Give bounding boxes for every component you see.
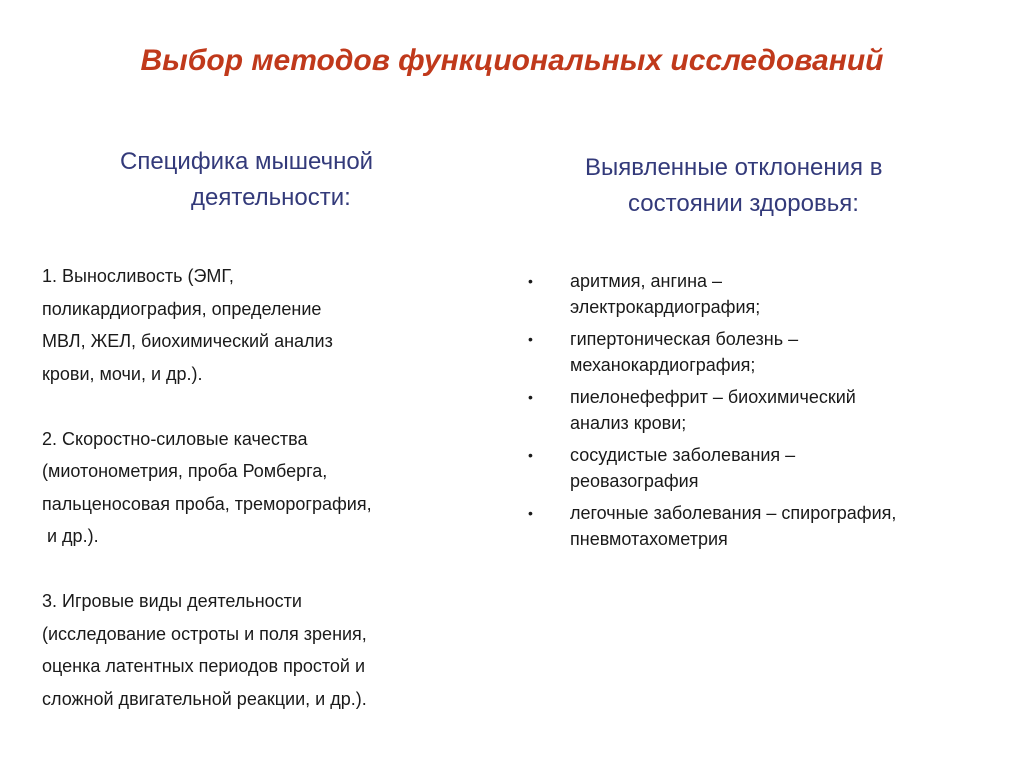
numbered-item-game-sports [42,585,372,715]
bullet-line: гипертоническая болезнь – [570,329,799,349]
item-line: 2. Скоростно-силовые качества [42,428,308,449]
bullet-icon: • [528,505,533,521]
bullet-line: реовазография [570,471,699,491]
bullet-icon: • [528,389,533,405]
numbered-list [42,260,372,715]
numbered-item-speed-strength [42,423,372,553]
bullet-icon: • [528,331,533,347]
item-line: (исследование остроты и поля зрения, [42,623,367,644]
left-heading-line-2: деятельности: [191,184,351,211]
bullet-line: электрокардиография; [570,297,761,317]
item-line: пальценосовая проба, треморография, [42,493,372,514]
item-line: поликардиография, определение [42,298,322,319]
bullet-item-pulmonary [528,500,896,552]
bullet-icon: • [528,273,533,289]
bullet-item-arrhythmia [528,268,896,320]
item-line: сложной двигательной реакции, и др.). [42,688,367,709]
item-line: крови, мочи, и др.). [42,363,203,384]
bullet-line: легочные заболевания – спирография, [570,503,897,523]
bullet-list [528,268,896,558]
left-column-heading [120,144,373,216]
bullet-line: сосудистые заболевания – [570,445,796,465]
slide-title: Выбор методов функциональных исследований [140,44,884,77]
bullet-line: аритмия, ангина – [570,271,723,291]
item-line: и др.). [42,526,99,546]
left-heading-line-1: Специфика мышечной [120,148,374,175]
item-line: МВЛ, ЖЕЛ, биохимический анализ [42,331,333,351]
bullet-item-vascular [528,442,896,494]
item-line: 3. Игровые виды деятельности [42,591,302,611]
item-line: оценка латентных периодов простой и [42,656,366,676]
bullet-icon: • [528,447,533,463]
bullet-item-hypertension [528,326,896,378]
bullet-line: пиелонефефрит – биохимический [570,387,856,407]
item-line: (миотонометрия, проба Ромберга, [42,461,328,481]
bullet-line: механокардиография; [570,355,756,375]
bullet-line: анализ крови; [570,413,687,433]
bullet-line: пневмотахометрия [570,529,728,549]
bullet-item-pyelonephritis [528,384,896,436]
item-line: 1. Выносливость (ЭМГ, [42,266,234,286]
right-column-heading [585,150,882,222]
right-heading-line-1: Выявленные отклонения в [585,154,883,181]
numbered-item-endurance [42,260,372,390]
right-heading-line-2: состоянии здоровья: [628,190,859,217]
